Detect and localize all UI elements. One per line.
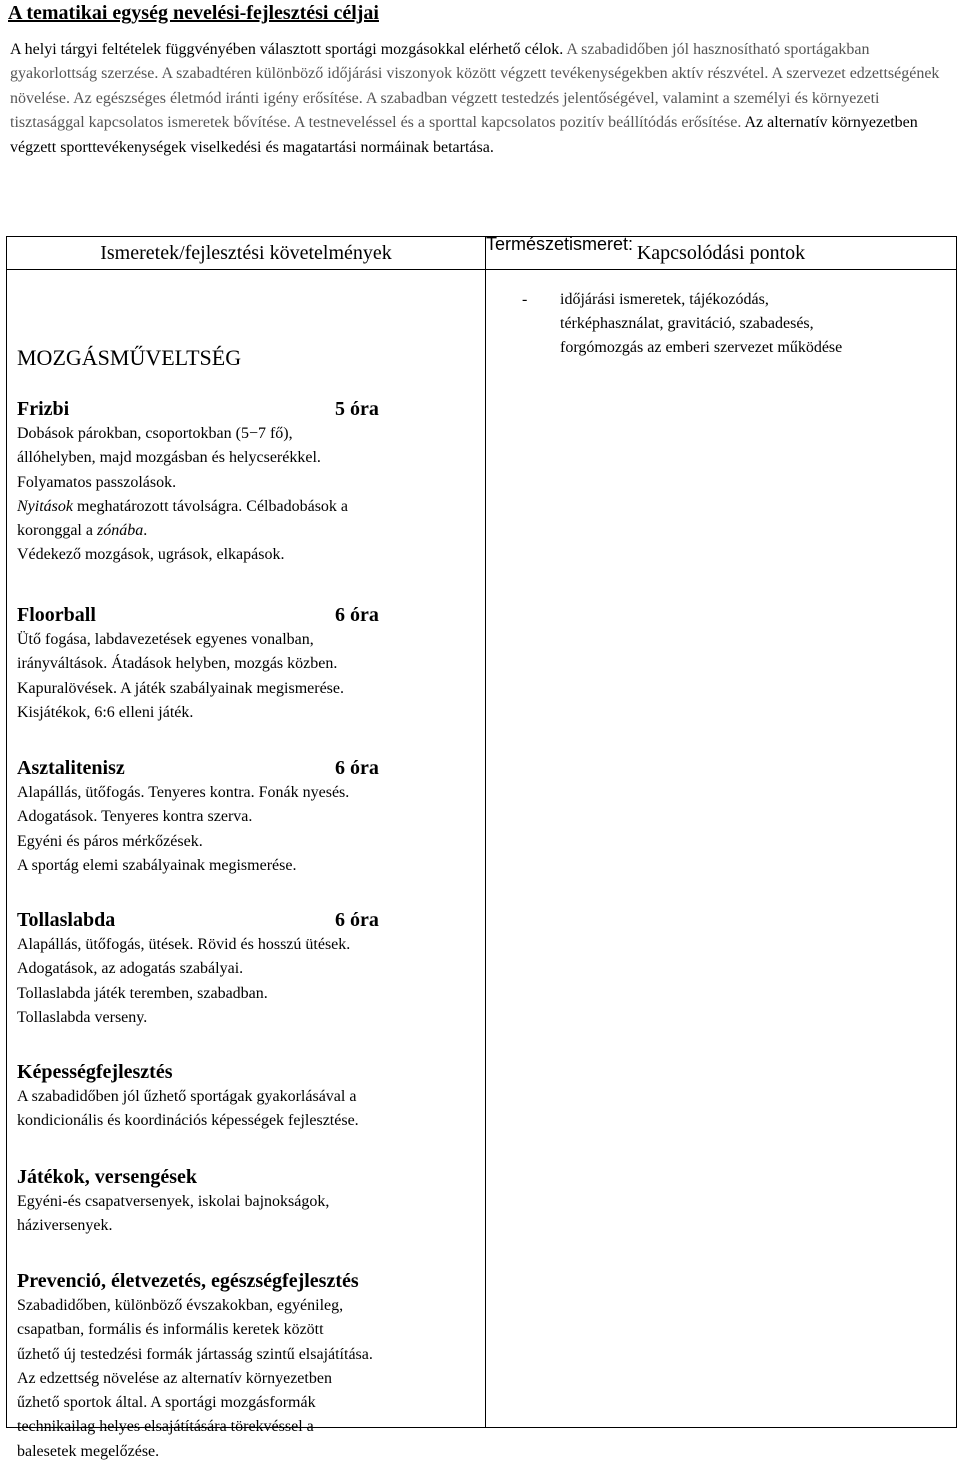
sport-hours: 6 óra — [335, 604, 379, 626]
paragraph-heading: Játékok, versengések — [17, 1166, 197, 1188]
body-line: Ütő fogása, labdavezetések egyenes vonalban, — [17, 631, 314, 648]
goal-text: A szabadidőben jól hasznosítható sportágakban gyakorlottság szerzése. A szabadtéren különböző időjárási viszonyok között végzett tevékenységekben aktív részvétel. A szervezet edzettségének növelése. Az egészséges életmód iránti igény erősítése. A szabadban végzett testedzés jelentőségével, valamint a személyi és környezeti tisztasággal kapcsolatos ismeretek bővítése. A testneveléssel és a sporttal kapcsolatos pozitív beállítódás erősítése. — [10, 41, 940, 132]
body-line: Egyéni és páros mérkőzések. — [17, 832, 203, 850]
sport-hours: 6 óra — [335, 757, 379, 779]
body-line: állóhelyben, majd mozgásban és helycserékkel. — [17, 449, 321, 467]
paragraph-kepessegfejlesztes — [17, 1059, 477, 1134]
requirements-table — [6, 236, 957, 1460]
sport-heading — [17, 396, 477, 422]
body-line: Védekező mozgások, ugrások, elkapások. — [17, 546, 285, 564]
body-text: . — [143, 522, 148, 540]
sport-name: Asztalitenisz — [17, 757, 125, 779]
sport-name: Tollaslabda — [17, 909, 116, 931]
body-line: A szabadidőben jól űzhető sportágak gyakorlásával a — [17, 1088, 357, 1105]
body-line: technikailag helyes elsajátítására törekvéssel a — [17, 1418, 314, 1436]
body-line: Az edzettség növelése az alternatív környezetben — [17, 1369, 332, 1387]
list-item: forgómozgás az emberi szervezet működése — [560, 339, 843, 356]
sport-hours: 6 óra — [335, 909, 379, 931]
body-line: Tollaslabda játék teremben, szabadban. — [17, 984, 268, 1002]
body-line: Alapállás, ütőfogás, ütések. Rövid és hosszú ütések. — [17, 936, 351, 953]
body-text: meghatározott távolságra. Célbadobások a — [73, 497, 349, 515]
column-header-requirements: Ismeretek/fejlesztési követelmények — [7, 237, 486, 270]
sport-block-tollaslabda — [17, 907, 477, 1030]
goal-text: Az alternatív környezetben végzett sporttevékenységek viselkedési és magatartási normáinak betartása. — [10, 114, 918, 156]
sport-hours: 5 óra — [335, 398, 379, 420]
connection-list — [522, 288, 942, 360]
body-line: űzhető új testedzési formák jártasság szintű elsajátítása. — [17, 1345, 373, 1363]
italic-term: zónába — [96, 522, 144, 540]
body-line — [17, 495, 477, 519]
connection-subject: Természetismeret: — [486, 234, 634, 254]
body-text: koronggal a — [17, 522, 97, 540]
body-line: csapatban, formális és informális keretek között — [17, 1321, 324, 1339]
body-line: Dobások párokban, csoportokban (5−7 fő), — [17, 425, 293, 442]
paragraph-jatekok — [17, 1164, 477, 1239]
sport-heading — [17, 602, 477, 628]
sport-block-frizbi — [17, 396, 477, 568]
body-line: Kisjátékok, 6:6 elleni játék. — [17, 703, 194, 721]
column-header-connections: Kapcsolódási pontok — [486, 237, 957, 270]
body-line: Tollaslabda verseny. — [17, 1008, 148, 1026]
requirements-cell — [7, 270, 486, 1460]
body-line: A sportág elemi szabályainak megismerése. — [17, 856, 297, 874]
body-line: Adogatások. Tenyeres kontra szerva. — [17, 808, 253, 826]
body-line: irányváltások. Átadások helyben, mozgás közben. — [17, 655, 338, 673]
body-line: kondicionális és koordinációs képességek fejlesztése. — [17, 1112, 359, 1130]
list-dash: - — [522, 291, 528, 308]
body-line: Egyéni-és csapatversenyek, iskolai bajnokságok, — [17, 1193, 330, 1210]
connections-cell — [486, 270, 957, 1428]
body-line — [17, 519, 477, 543]
paragraph-heading: Prevenció, életvezetés, egészségfejlesztés — [17, 1270, 359, 1292]
body-line: Szabadidőben, különböző évszakokban, egyénileg, — [17, 1297, 344, 1314]
section-title: MOZGÁSMŰVELTSÉG — [17, 345, 242, 370]
goal-text: A helyi tárgyi feltételek függvényében választott sportági mozgásokkal elérhető célok. — [10, 41, 564, 58]
sport-heading — [17, 755, 477, 781]
list-item: időjárási ismeretek, tájékozódás, — [560, 291, 769, 308]
sport-name: Frizbi — [17, 398, 70, 420]
body-line: Alapállás, ütőfogás. Tenyeres kontra. Fonák nyesés. — [17, 784, 350, 801]
paragraph-heading: Képességfejlesztés — [17, 1061, 173, 1083]
italic-term: Nyitások — [17, 497, 73, 515]
goals-paragraph — [10, 38, 955, 160]
sport-name: Floorball — [17, 604, 96, 626]
sport-heading — [17, 907, 477, 933]
body-line: Kapuralövések. A játék szabályainak megismerése. — [17, 679, 344, 697]
sport-block-asztalitenisz — [17, 755, 477, 878]
body-line: Adogatások, az adogatás szabályai. — [17, 960, 244, 978]
list-item: térképhasználat, gravitáció, szabadesés, — [560, 315, 814, 332]
paragraph-prevencio — [17, 1268, 477, 1464]
page-title: A tematikai egység nevelési-fejlesztési céljai — [8, 2, 379, 24]
body-line: Folyamatos passzolások. — [17, 473, 177, 491]
body-line: háziversenyek. — [17, 1217, 113, 1235]
body-line: balesetek megelőzése. — [17, 1442, 160, 1460]
body-line: űzhető sportok által. A sportági mozgásformák — [17, 1394, 316, 1412]
sport-block-floorball — [17, 602, 477, 725]
